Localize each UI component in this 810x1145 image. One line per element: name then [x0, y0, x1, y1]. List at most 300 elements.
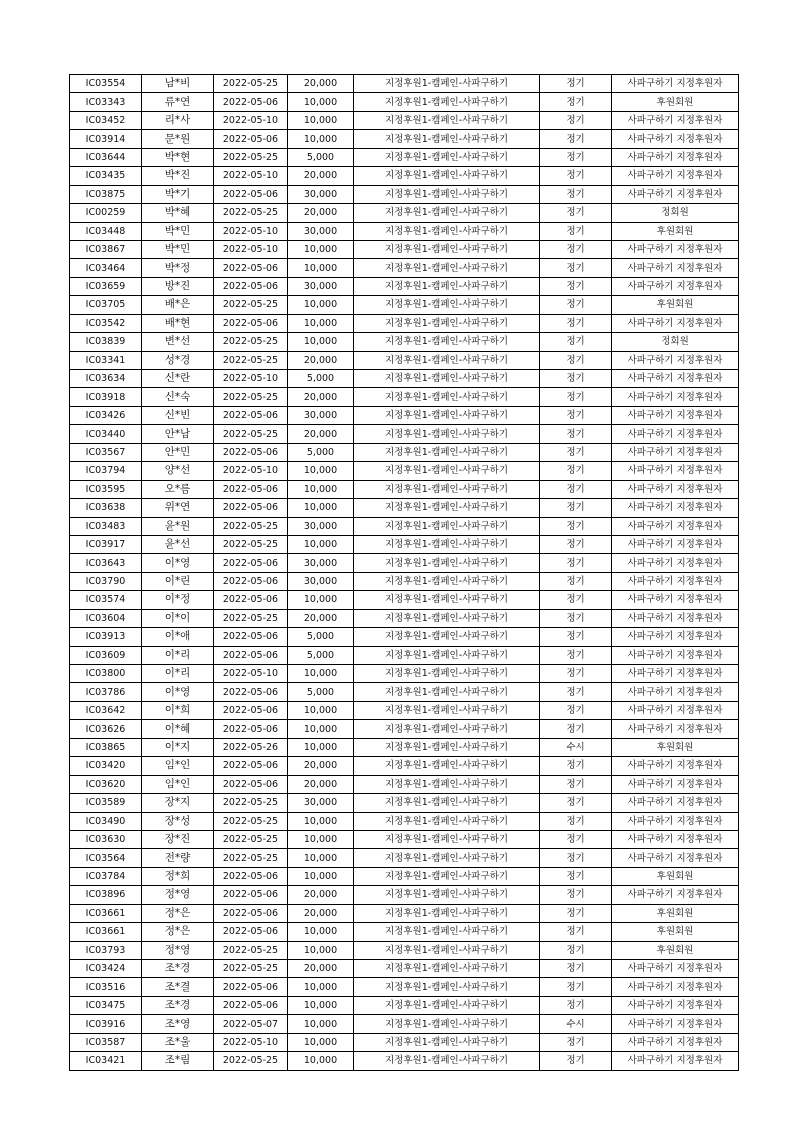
amount-cell: 10,000	[288, 738, 354, 756]
member-category-cell: 사파구하기 지정후원자	[612, 111, 739, 129]
type-cell: 정기	[540, 886, 612, 904]
campaign-cell: 지정후원1-캠페인-사파구하기	[354, 277, 540, 295]
table-row	[70, 609, 739, 627]
table-row	[70, 1033, 739, 1051]
donor-name-cell: 장*성	[142, 812, 214, 830]
type-cell: 정기	[540, 941, 612, 959]
member-category-cell: 후원회원	[612, 867, 739, 885]
table-row	[70, 314, 739, 332]
donor-name-cell: 위*연	[142, 499, 214, 517]
member-category-cell: 후원회원	[612, 738, 739, 756]
type-cell: 정기	[540, 314, 612, 332]
campaign-cell: 지정후원1-캠페인-사파구하기	[354, 830, 540, 848]
donor-id-cell: IC03626	[70, 720, 142, 738]
table-row	[70, 941, 739, 959]
date-cell: 2022-05-10	[214, 167, 288, 185]
table-row	[70, 277, 739, 295]
date-cell: 2022-05-06	[214, 683, 288, 701]
type-cell: 정기	[540, 720, 612, 738]
donor-name-cell: 배*현	[142, 314, 214, 332]
table-row	[70, 683, 739, 701]
date-cell: 2022-05-06	[214, 572, 288, 590]
table-row	[70, 572, 739, 590]
type-cell: 정기	[540, 111, 612, 129]
donor-name-cell: 이*리	[142, 646, 214, 664]
type-cell: 정기	[540, 296, 612, 314]
member-category-cell: 사파구하기 지정후원자	[612, 480, 739, 498]
campaign-cell: 지정후원1-캠페인-사파구하기	[354, 499, 540, 517]
member-category-cell: 사파구하기 지정후원자	[612, 849, 739, 867]
donor-id-cell: IC03341	[70, 351, 142, 369]
member-category-cell: 정회원	[612, 333, 739, 351]
donor-name-cell: 이*린	[142, 572, 214, 590]
donor-id-cell: IC03567	[70, 443, 142, 461]
donor-name-cell: 정*은	[142, 923, 214, 941]
date-cell: 2022-05-06	[214, 904, 288, 922]
member-category-cell: 사파구하기 지정후원자	[612, 351, 739, 369]
date-cell: 2022-05-06	[214, 314, 288, 332]
donor-name-cell: 이*영	[142, 554, 214, 572]
type-cell: 정기	[540, 701, 612, 719]
donor-name-cell: 이*영	[142, 683, 214, 701]
member-category-cell: 사파구하기 지정후원자	[612, 757, 739, 775]
campaign-cell: 지정후원1-캠페인-사파구하기	[354, 720, 540, 738]
table-row	[70, 462, 739, 480]
member-category-cell: 사파구하기 지정후원자	[612, 683, 739, 701]
member-category-cell: 사파구하기 지정후원자	[612, 167, 739, 185]
member-category-cell: 사파구하기 지정후원자	[612, 794, 739, 812]
table-row	[70, 517, 739, 535]
donor-id-cell: IC03661	[70, 923, 142, 941]
type-cell: 정기	[540, 130, 612, 148]
member-category-cell: 사파구하기 지정후원자	[612, 517, 739, 535]
member-category-cell: 사파구하기 지정후원자	[612, 830, 739, 848]
donor-id-cell: IC03490	[70, 812, 142, 830]
donor-name-cell: 이*리	[142, 665, 214, 683]
table-row	[70, 738, 739, 756]
donor-id-cell: IC03661	[70, 904, 142, 922]
donor-id-cell: IC03448	[70, 222, 142, 240]
donor-id-cell: IC03875	[70, 185, 142, 203]
donor-name-cell: 정*영	[142, 941, 214, 959]
amount-cell: 10,000	[288, 665, 354, 683]
campaign-cell: 지정후원1-캠페인-사파구하기	[354, 259, 540, 277]
amount-cell: 10,000	[288, 1033, 354, 1051]
amount-cell: 10,000	[288, 830, 354, 848]
type-cell: 정기	[540, 591, 612, 609]
table-row	[70, 554, 739, 572]
campaign-cell: 지정후원1-캠페인-사파구하기	[354, 941, 540, 959]
amount-cell: 10,000	[288, 591, 354, 609]
table-row	[70, 443, 739, 461]
date-cell: 2022-05-25	[214, 517, 288, 535]
date-cell: 2022-05-25	[214, 849, 288, 867]
amount-cell: 5,000	[288, 148, 354, 166]
donor-name-cell: 박*민	[142, 222, 214, 240]
table-row	[70, 535, 739, 553]
amount-cell: 20,000	[288, 757, 354, 775]
table-row	[70, 259, 739, 277]
donor-id-cell: IC03896	[70, 886, 142, 904]
member-category-cell: 정회원	[612, 204, 739, 222]
date-cell: 2022-05-25	[214, 812, 288, 830]
donor-id-cell: IC03865	[70, 738, 142, 756]
table-row	[70, 75, 739, 93]
date-cell: 2022-05-25	[214, 941, 288, 959]
amount-cell: 20,000	[288, 886, 354, 904]
table-row	[70, 720, 739, 738]
donor-id-cell: IC03589	[70, 794, 142, 812]
member-category-cell: 사파구하기 지정후원자	[612, 259, 739, 277]
donor-id-cell: IC03542	[70, 314, 142, 332]
table-row	[70, 185, 739, 203]
table-row	[70, 111, 739, 129]
donor-id-cell: IC03420	[70, 757, 142, 775]
table-row	[70, 628, 739, 646]
date-cell: 2022-05-25	[214, 148, 288, 166]
table-row	[70, 701, 739, 719]
campaign-cell: 지정후원1-캠페인-사파구하기	[354, 351, 540, 369]
campaign-cell: 지정후원1-캠페인-사파구하기	[354, 904, 540, 922]
date-cell: 2022-05-06	[214, 757, 288, 775]
amount-cell: 30,000	[288, 277, 354, 295]
campaign-cell: 지정후원1-캠페인-사파구하기	[354, 535, 540, 553]
donor-id-cell: IC03916	[70, 1015, 142, 1033]
member-category-cell: 후원회원	[612, 904, 739, 922]
member-category-cell: 사파구하기 지정후원자	[612, 646, 739, 664]
table-row	[70, 204, 739, 222]
donor-id-cell: IC03440	[70, 425, 142, 443]
member-category-cell: 사파구하기 지정후원자	[612, 185, 739, 203]
donor-name-cell: 정*은	[142, 904, 214, 922]
amount-cell: 20,000	[288, 75, 354, 93]
donor-name-cell: 방*진	[142, 277, 214, 295]
amount-cell: 10,000	[288, 923, 354, 941]
member-category-cell: 후원회원	[612, 222, 739, 240]
date-cell: 2022-05-10	[214, 222, 288, 240]
date-cell: 2022-05-10	[214, 462, 288, 480]
donor-name-cell: 이*이	[142, 609, 214, 627]
member-category-cell: 사파구하기 지정후원자	[612, 240, 739, 258]
campaign-cell: 지정후원1-캠페인-사파구하기	[354, 757, 540, 775]
type-cell: 정기	[540, 628, 612, 646]
amount-cell: 20,000	[288, 167, 354, 185]
type-cell: 정기	[540, 148, 612, 166]
document-page	[69, 74, 738, 1071]
member-category-cell: 사파구하기 지정후원자	[612, 535, 739, 553]
campaign-cell: 지정후원1-캠페인-사파구하기	[354, 609, 540, 627]
amount-cell: 10,000	[288, 259, 354, 277]
donor-name-cell: 박*현	[142, 148, 214, 166]
amount-cell: 30,000	[288, 517, 354, 535]
type-cell: 정기	[540, 406, 612, 424]
donor-id-cell: IC03794	[70, 462, 142, 480]
donor-id-cell: IC03644	[70, 148, 142, 166]
donor-id-cell: IC03917	[70, 535, 142, 553]
campaign-cell: 지정후원1-캠페인-사파구하기	[354, 738, 540, 756]
date-cell: 2022-05-06	[214, 923, 288, 941]
member-category-cell: 후원회원	[612, 296, 739, 314]
type-cell: 정기	[540, 757, 612, 775]
donor-id-cell: IC03634	[70, 370, 142, 388]
date-cell: 2022-05-06	[214, 628, 288, 646]
type-cell: 정기	[540, 75, 612, 93]
donor-name-cell: 조*림	[142, 1052, 214, 1070]
type-cell: 정기	[540, 517, 612, 535]
amount-cell: 20,000	[288, 388, 354, 406]
date-cell: 2022-05-06	[214, 499, 288, 517]
type-cell: 정기	[540, 683, 612, 701]
type-cell: 정기	[540, 185, 612, 203]
campaign-cell: 지정후원1-캠페인-사파구하기	[354, 296, 540, 314]
member-category-cell: 사파구하기 지정후원자	[612, 701, 739, 719]
date-cell: 2022-05-06	[214, 443, 288, 461]
table-row	[70, 351, 739, 369]
campaign-cell: 지정후원1-캠페인-사파구하기	[354, 130, 540, 148]
table-row	[70, 370, 739, 388]
amount-cell: 20,000	[288, 204, 354, 222]
type-cell: 정기	[540, 351, 612, 369]
campaign-cell: 지정후원1-캠페인-사파구하기	[354, 886, 540, 904]
donor-name-cell: 정*희	[142, 867, 214, 885]
type-cell: 정기	[540, 499, 612, 517]
table-row	[70, 333, 739, 351]
campaign-cell: 지정후원1-캠페인-사파구하기	[354, 111, 540, 129]
table-row	[70, 591, 739, 609]
table-row	[70, 480, 739, 498]
amount-cell: 30,000	[288, 554, 354, 572]
donor-name-cell: 임*인	[142, 775, 214, 793]
amount-cell: 10,000	[288, 333, 354, 351]
table-row	[70, 904, 739, 922]
campaign-cell: 지정후원1-캠페인-사파구하기	[354, 960, 540, 978]
campaign-cell: 지정후원1-캠페인-사파구하기	[354, 93, 540, 111]
donor-name-cell: 신*빈	[142, 406, 214, 424]
date-cell: 2022-05-25	[214, 794, 288, 812]
amount-cell: 30,000	[288, 794, 354, 812]
type-cell: 정기	[540, 904, 612, 922]
campaign-cell: 지정후원1-캠페인-사파구하기	[354, 462, 540, 480]
donor-id-cell: IC03642	[70, 701, 142, 719]
table-row	[70, 425, 739, 443]
campaign-cell: 지정후원1-캠페인-사파구하기	[354, 923, 540, 941]
donor-id-cell: IC03914	[70, 130, 142, 148]
amount-cell: 10,000	[288, 1052, 354, 1070]
table-row	[70, 388, 739, 406]
donor-name-cell: 윤*선	[142, 535, 214, 553]
table-row	[70, 93, 739, 111]
type-cell: 정기	[540, 443, 612, 461]
donor-id-cell: IC03913	[70, 628, 142, 646]
member-category-cell: 사파구하기 지정후원자	[612, 628, 739, 646]
donor-name-cell: 신*란	[142, 370, 214, 388]
member-category-cell: 사파구하기 지정후원자	[612, 1015, 739, 1033]
donor-name-cell: 이*정	[142, 591, 214, 609]
campaign-cell: 지정후원1-캠페인-사파구하기	[354, 701, 540, 719]
member-category-cell: 사파구하기 지정후원자	[612, 591, 739, 609]
amount-cell: 10,000	[288, 499, 354, 517]
amount-cell: 5,000	[288, 370, 354, 388]
donor-id-cell: IC03800	[70, 665, 142, 683]
table-row	[70, 499, 739, 517]
donor-name-cell: 박*정	[142, 259, 214, 277]
date-cell: 2022-05-25	[214, 75, 288, 93]
campaign-cell: 지정후원1-캠페인-사파구하기	[354, 572, 540, 590]
amount-cell: 10,000	[288, 535, 354, 553]
type-cell: 정기	[540, 222, 612, 240]
date-cell: 2022-05-25	[214, 388, 288, 406]
campaign-cell: 지정후원1-캠페인-사파구하기	[354, 867, 540, 885]
donor-name-cell: 이*혜	[142, 720, 214, 738]
amount-cell: 5,000	[288, 683, 354, 701]
donor-id-cell: IC03483	[70, 517, 142, 535]
date-cell: 2022-05-06	[214, 996, 288, 1014]
donor-name-cell: 박*기	[142, 185, 214, 203]
date-cell: 2022-05-26	[214, 738, 288, 756]
donor-name-cell: 오*름	[142, 480, 214, 498]
member-category-cell: 사파구하기 지정후원자	[612, 1033, 739, 1051]
amount-cell: 10,000	[288, 111, 354, 129]
campaign-cell: 지정후원1-캠페인-사파구하기	[354, 425, 540, 443]
date-cell: 2022-05-25	[214, 1052, 288, 1070]
campaign-cell: 지정후원1-캠페인-사파구하기	[354, 333, 540, 351]
type-cell: 정기	[540, 923, 612, 941]
donor-name-cell: 장*진	[142, 830, 214, 848]
date-cell: 2022-05-07	[214, 1015, 288, 1033]
date-cell: 2022-05-10	[214, 370, 288, 388]
type-cell: 정기	[540, 204, 612, 222]
amount-cell: 30,000	[288, 185, 354, 203]
member-category-cell: 사파구하기 지정후원자	[612, 406, 739, 424]
donor-id-cell: IC03918	[70, 388, 142, 406]
donor-id-cell: IC03620	[70, 775, 142, 793]
type-cell: 수시	[540, 738, 612, 756]
member-category-cell: 사파구하기 지정후원자	[612, 277, 739, 295]
amount-cell: 10,000	[288, 462, 354, 480]
donor-id-cell: IC03784	[70, 867, 142, 885]
date-cell: 2022-05-06	[214, 259, 288, 277]
member-category-cell: 사파구하기 지정후원자	[612, 886, 739, 904]
date-cell: 2022-05-06	[214, 886, 288, 904]
campaign-cell: 지정후원1-캠페인-사파구하기	[354, 978, 540, 996]
donor-name-cell: 안*민	[142, 443, 214, 461]
date-cell: 2022-05-06	[214, 701, 288, 719]
donor-id-cell: IC03554	[70, 75, 142, 93]
campaign-cell: 지정후원1-캠페인-사파구하기	[354, 683, 540, 701]
campaign-cell: 지정후원1-캠페인-사파구하기	[354, 646, 540, 664]
date-cell: 2022-05-06	[214, 591, 288, 609]
campaign-cell: 지정후원1-캠페인-사파구하기	[354, 775, 540, 793]
table-row	[70, 1052, 739, 1070]
donor-name-cell: 양*선	[142, 462, 214, 480]
donor-name-cell: 류*연	[142, 93, 214, 111]
type-cell: 정기	[540, 425, 612, 443]
amount-cell: 20,000	[288, 351, 354, 369]
member-category-cell: 사파구하기 지정후원자	[612, 1052, 739, 1070]
type-cell: 정기	[540, 167, 612, 185]
table-row	[70, 222, 739, 240]
amount-cell: 5,000	[288, 443, 354, 461]
type-cell: 정기	[540, 480, 612, 498]
campaign-cell: 지정후원1-캠페인-사파구하기	[354, 812, 540, 830]
amount-cell: 20,000	[288, 425, 354, 443]
donor-name-cell: 조*영	[142, 1015, 214, 1033]
table-row	[70, 665, 739, 683]
amount-cell: 10,000	[288, 720, 354, 738]
amount-cell: 10,000	[288, 867, 354, 885]
type-cell: 정기	[540, 849, 612, 867]
donor-name-cell: 남*비	[142, 75, 214, 93]
table-row	[70, 830, 739, 848]
type-cell: 정기	[540, 370, 612, 388]
type-cell: 정기	[540, 812, 612, 830]
donor-table	[69, 74, 739, 1071]
donor-id-cell: IC03786	[70, 683, 142, 701]
type-cell: 정기	[540, 996, 612, 1014]
donor-id-cell: IC03421	[70, 1052, 142, 1070]
donor-id-cell: IC03630	[70, 830, 142, 848]
donor-name-cell: 임*인	[142, 757, 214, 775]
date-cell: 2022-05-06	[214, 406, 288, 424]
amount-cell: 10,000	[288, 941, 354, 959]
type-cell: 정기	[540, 867, 612, 885]
date-cell: 2022-05-06	[214, 480, 288, 498]
donor-id-cell: IC03574	[70, 591, 142, 609]
amount-cell: 20,000	[288, 904, 354, 922]
member-category-cell: 사파구하기 지정후원자	[612, 425, 739, 443]
date-cell: 2022-05-25	[214, 960, 288, 978]
table-row	[70, 296, 739, 314]
amount-cell: 10,000	[288, 701, 354, 719]
campaign-cell: 지정후원1-캠페인-사파구하기	[354, 406, 540, 424]
donor-id-cell: IC03609	[70, 646, 142, 664]
member-category-cell: 사파구하기 지정후원자	[612, 720, 739, 738]
type-cell: 정기	[540, 646, 612, 664]
donor-name-cell: 전*량	[142, 849, 214, 867]
date-cell: 2022-05-06	[214, 775, 288, 793]
donor-id-cell: IC03638	[70, 499, 142, 517]
donor-table-body	[70, 75, 739, 1071]
table-row	[70, 794, 739, 812]
donor-id-cell: IC03475	[70, 996, 142, 1014]
donor-id-cell: IC03595	[70, 480, 142, 498]
date-cell: 2022-05-10	[214, 665, 288, 683]
amount-cell: 30,000	[288, 222, 354, 240]
member-category-cell: 사파구하기 지정후원자	[612, 996, 739, 1014]
date-cell: 2022-05-06	[214, 720, 288, 738]
campaign-cell: 지정후원1-캠페인-사파구하기	[354, 1052, 540, 1070]
donor-name-cell: 문*원	[142, 130, 214, 148]
member-category-cell: 사파구하기 지정후원자	[612, 314, 739, 332]
date-cell: 2022-05-10	[214, 1033, 288, 1051]
amount-cell: 10,000	[288, 996, 354, 1014]
campaign-cell: 지정후원1-캠페인-사파구하기	[354, 480, 540, 498]
table-row	[70, 978, 739, 996]
date-cell: 2022-05-06	[214, 978, 288, 996]
type-cell: 정기	[540, 794, 612, 812]
donor-name-cell: 박*혜	[142, 204, 214, 222]
donor-id-cell: IC03564	[70, 849, 142, 867]
date-cell: 2022-05-06	[214, 277, 288, 295]
amount-cell: 10,000	[288, 240, 354, 258]
donor-name-cell: 조*경	[142, 960, 214, 978]
type-cell: 정기	[540, 554, 612, 572]
member-category-cell: 후원회원	[612, 93, 739, 111]
table-row	[70, 775, 739, 793]
member-category-cell: 사파구하기 지정후원자	[612, 148, 739, 166]
table-row	[70, 996, 739, 1014]
type-cell: 정기	[540, 978, 612, 996]
